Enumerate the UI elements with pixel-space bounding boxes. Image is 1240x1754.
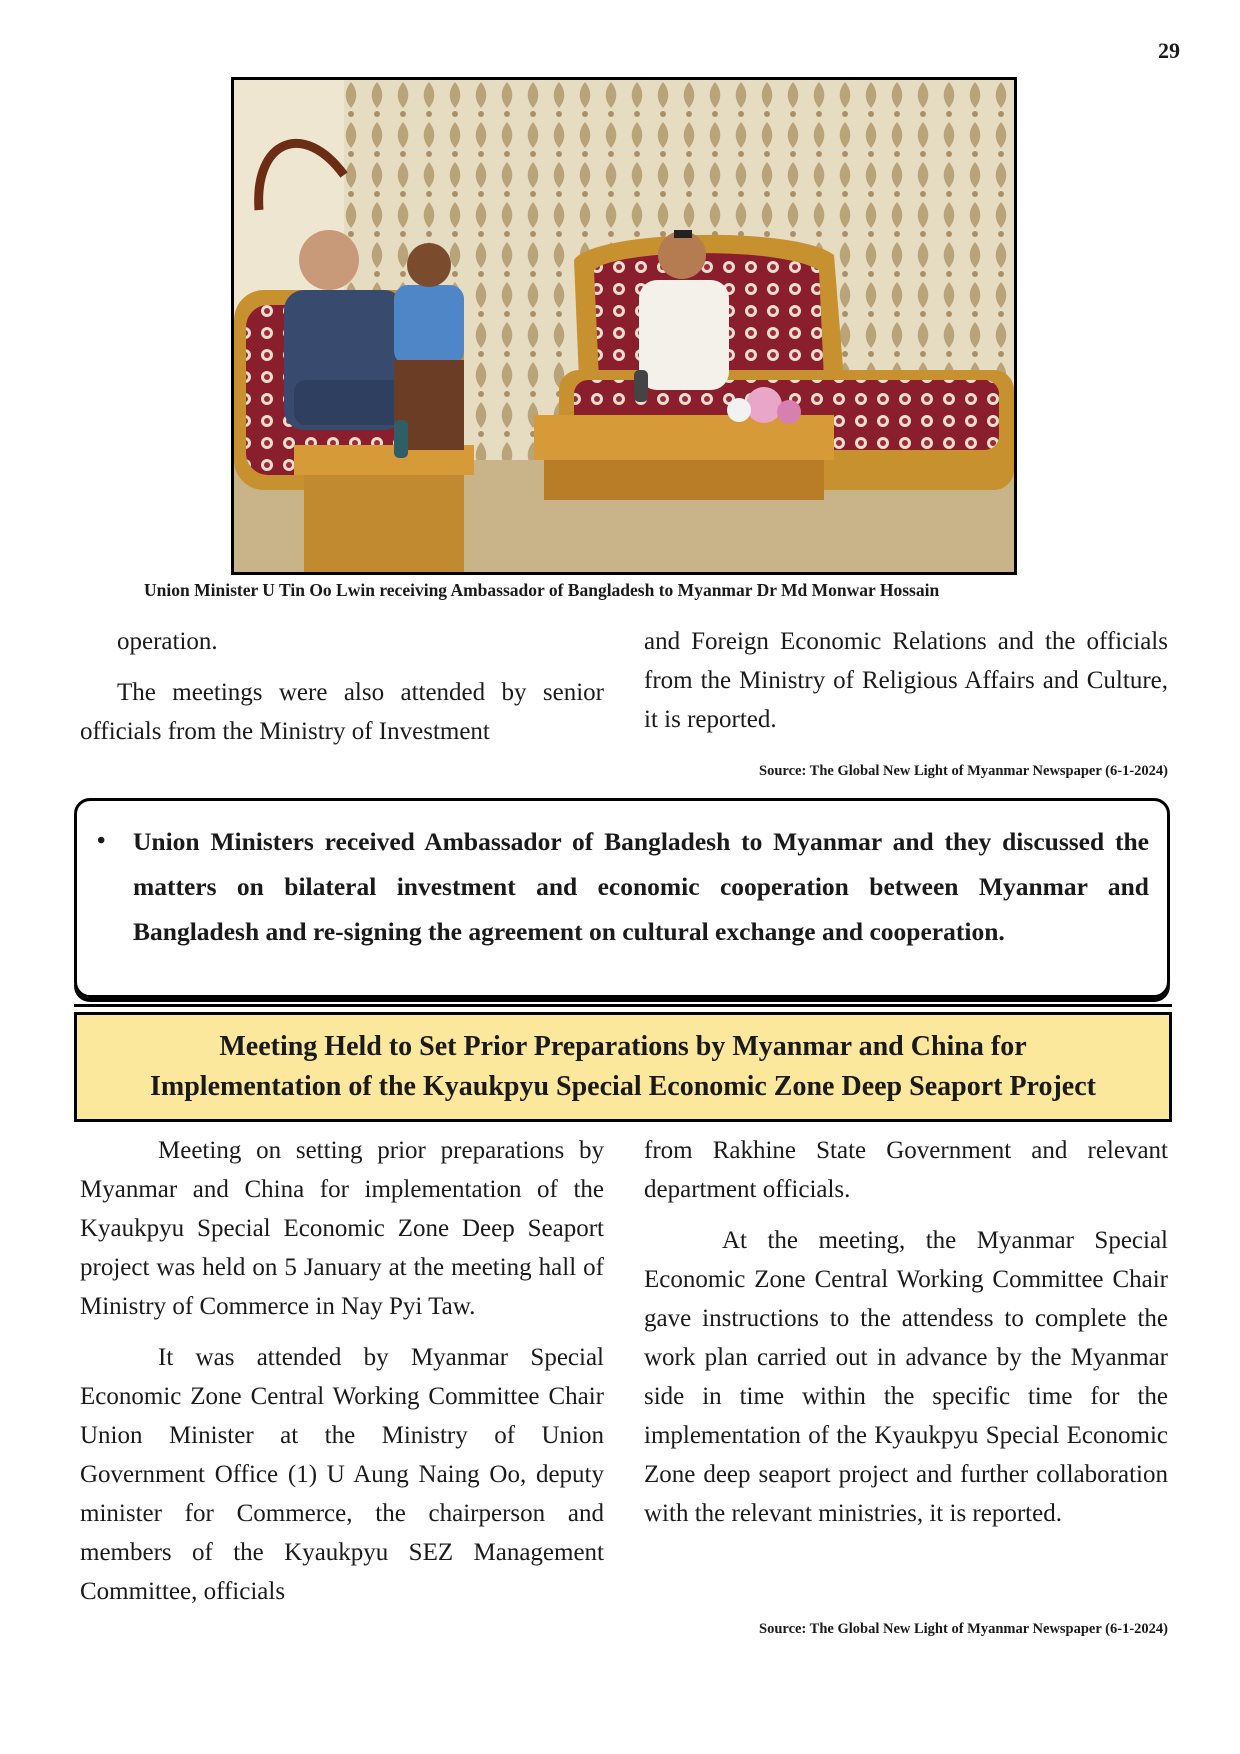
summary-bullet: • Union Ministers received Ambassador of Bangladesh to Myanmar and they discussed the matters on bilateral investment and economic cooperation between Myanmar and Bangladesh and re-signing the agreement on cultural exchange and cooperation. — [133, 819, 1149, 954]
article1-source: Source: The Global New Light of Myanmar Newspaper (6-1-2024) — [759, 763, 1168, 779]
page-number: 29 — [1158, 38, 1180, 63]
summary-list — [91, 819, 1149, 954]
article2-source: Source: The Global New Light of Myanmar Newspaper (6-1-2024) — [759, 1621, 1168, 1637]
meeting-photo-illustration — [234, 80, 1014, 572]
article2-title-box — [74, 1012, 1172, 1122]
article2-right-paragraph: from Rakhine State Government and relevant department officials. — [644, 1137, 1168, 1203]
article1-left-column — [80, 622, 604, 763]
article1-right-column — [644, 622, 1168, 751]
article1-right-paragraph: and Foreign Economic Relations and the officials from the Ministry of Religious Affairs and Culture, it is reported. — [644, 628, 1168, 733]
article2-left-column — [80, 1131, 604, 1623]
article2-right-column — [644, 1131, 1168, 1545]
summary-highlight-box — [74, 798, 1170, 998]
article2-left-paragraph: Meeting on setting prior preparations by Myanmar and China for implementation of the Kyaukpyu Special Economic Zone Deep Seaport project was held on 5 January at the meeting hall of Ministry of Commerce in Nay Pyi Taw. — [80, 1137, 604, 1320]
article1-left-paragraph: The meetings were also attended by senior officials from the Ministry of Investment — [80, 679, 604, 745]
meeting-photo — [231, 77, 1017, 575]
article2-title-line2: Implementation of the Kyaukpyu Special Economic Zone Deep Seaport Project — [150, 1071, 1096, 1102]
article2-left-paragraph: It was attended by Myanmar Special Economic Zone Central Working Committee Chair Union Minister at the Ministry of Union Government Office (1) U Aung Naing Oo, deputy minister for Commerce, the chairperson and members of the Kyaukpyu SEZ Management Committee, officials — [80, 1344, 604, 1605]
photo-caption: Union Minister U Tin Oo Lwin receiving Ambassador of Bangladesh to Myanmar Dr Md Monwar Hossain — [144, 580, 940, 600]
article2-right-paragraph: At the meeting, the Myanmar Special Economic Zone Central Working Committee Chair gave instructions to the attendess to complete the work plan carried out in advance by the Myanmar side in time within the specific time for the implementation of the Kyaukpyu Special Economic Zone deep seaport project and further collaboration with the relevant ministries, it is reported. — [644, 1227, 1168, 1527]
article2-title-line1: Meeting Held to Set Prior Preparations by Myanmar and China for — [219, 1031, 1027, 1062]
section-divider — [74, 1004, 1172, 1007]
article1-left-paragraph: operation. — [117, 628, 218, 655]
